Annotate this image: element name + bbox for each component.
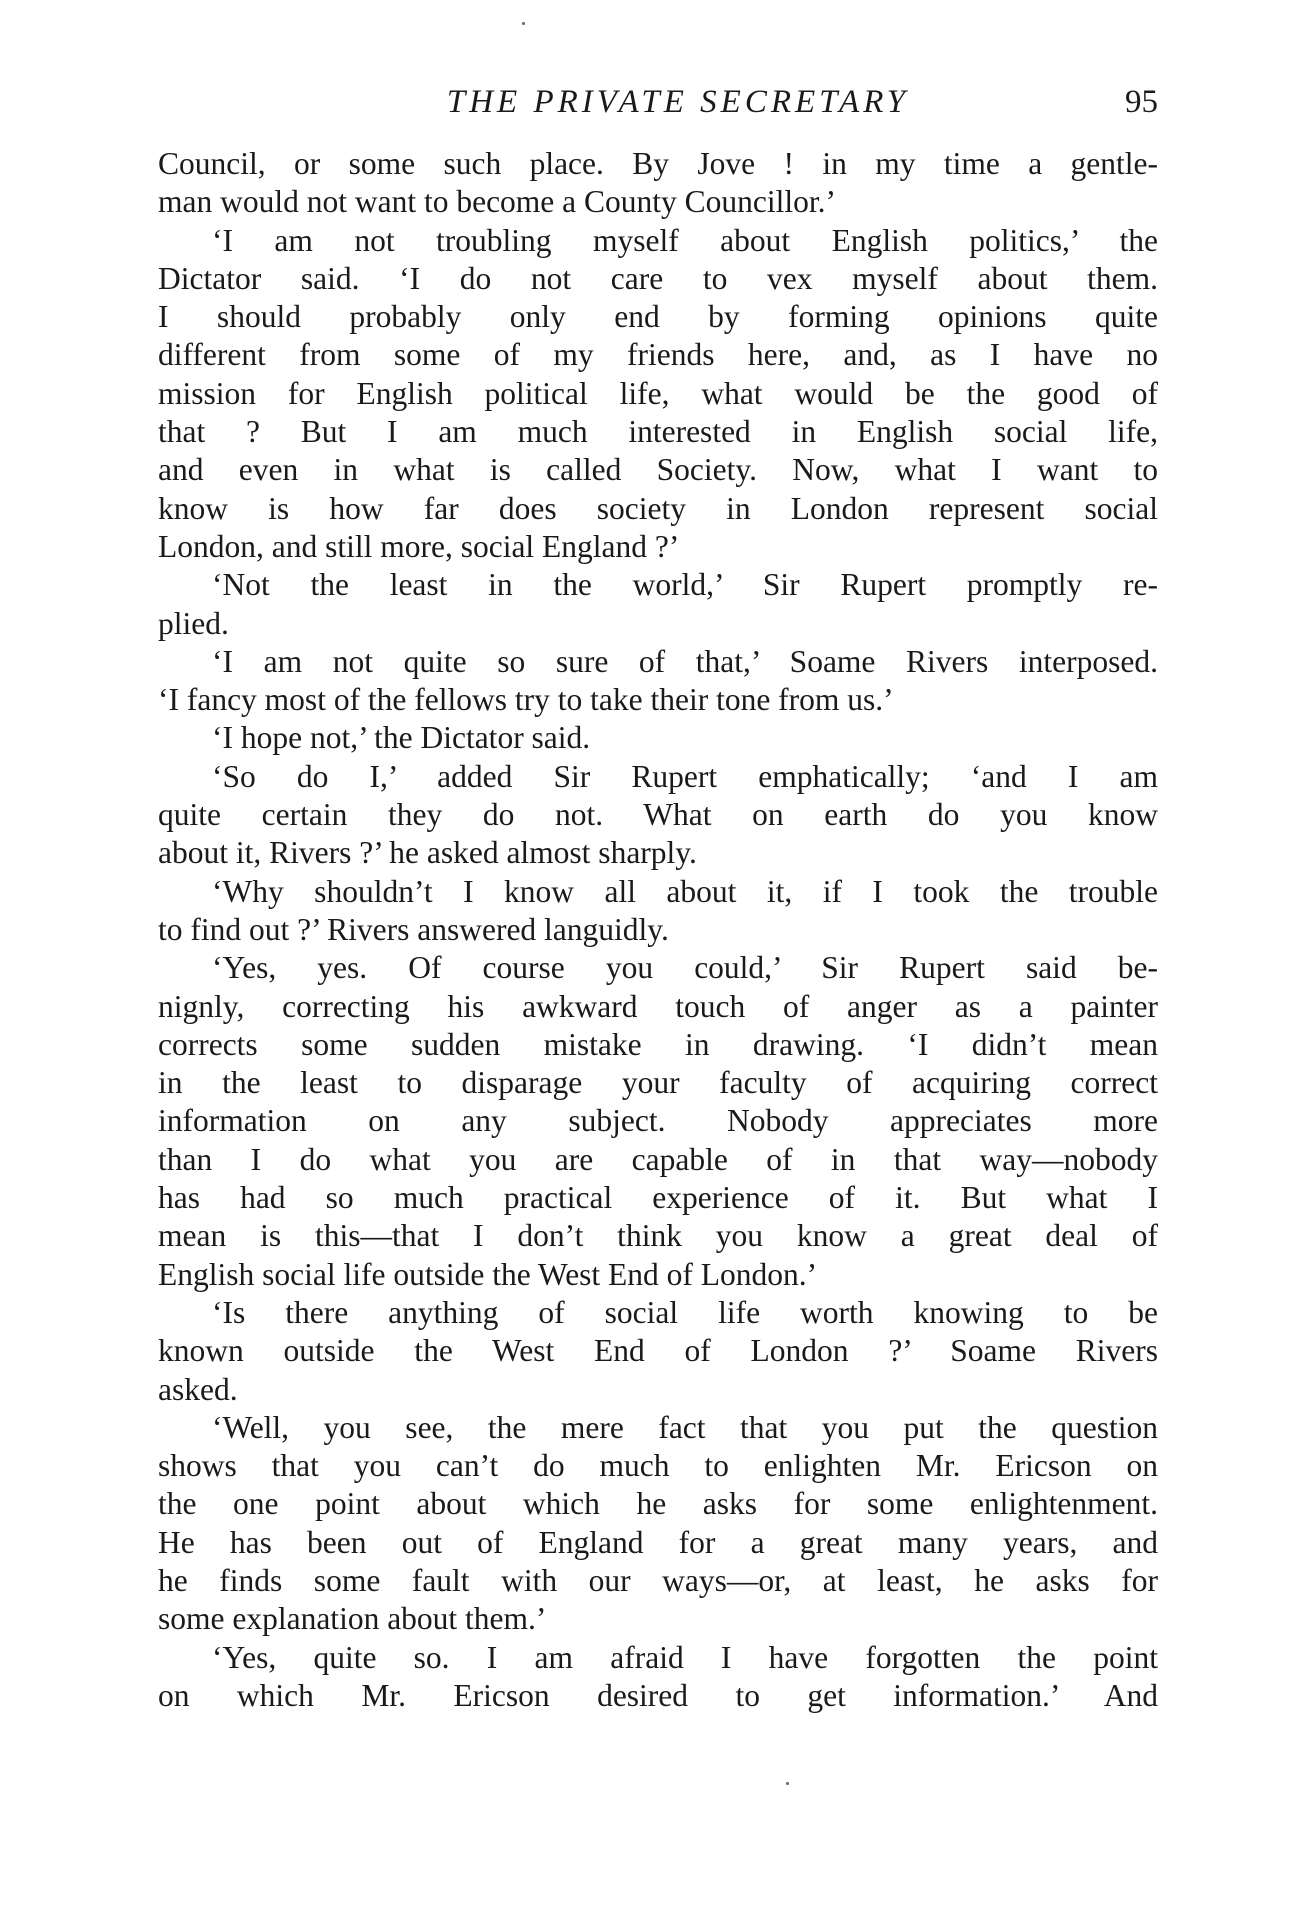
text-line: ‘I hope not,’ the Dictator said. [212,720,591,756]
text-line: shows that you can’t do much to enlighten Mr. Ericson on [158,1448,1158,1484]
page-number: 95 [1125,84,1158,120]
text-line: ‘I am not troubling myself about English politics,’ the [212,222,1158,258]
text-line: ‘Well, you see, the mere fact that you put the question [212,1409,1158,1445]
text-line: I should probably only end by forming opinions quite [158,299,1158,335]
body-text [158,145,1158,1715]
text-line: ‘Yes, quite so. I am afraid I have forgotten the point [212,1639,1158,1675]
text-line: mean is this—that I don’t think you know a great deal of [158,1218,1158,1254]
text-line: in the least to disparage your faculty of acquiring correct [158,1065,1158,1101]
text-line: the one point about which he asks for some enlightenment. [158,1486,1158,1522]
running-head [158,84,1158,124]
text-line: ‘I fancy most of the fellows try to take their tone from us.’ [158,682,894,718]
text-line: corrects some sudden mistake in drawing. ‘I didn’t mean [158,1026,1158,1062]
text-line: ‘Is there anything of social life worth knowing to be [212,1294,1158,1330]
text-line: and even in what is called Society. Now, what I want to [158,452,1158,488]
text-line: ‘Yes, yes. Of course you could,’ Sir Rupert said be- [212,950,1158,986]
text-line: ‘I am not quite so sure of that,’ Soame Rivers interposed. [212,643,1158,679]
text-line: know is how far does society in London represent social [158,490,1158,526]
text-line: plied. [158,605,229,641]
text-line: asked. [158,1371,238,1407]
text-line: to find out ?’ Rivers answered languidly. [158,911,669,947]
text-line: than I do what you are capable of in that way—nobody [158,1141,1158,1177]
text-line: that ? But I am much interested in English social life, [158,414,1158,450]
text-line: London, and still more, social England ?’ [158,528,680,564]
text-line: He has been out of England for a great many years, and [158,1524,1158,1560]
text-line: different from some of my friends here, and, as I have no [158,337,1158,373]
text-line: quite certain they do not. What on earth do you know [158,797,1158,833]
text-line: some explanation about them.’ [158,1601,547,1637]
text-line: ‘Not the least in the world,’ Sir Rupert promptly re- [212,567,1158,603]
text-line: Dictator said. ‘I do not care to vex myself about them. [158,260,1158,296]
text-line: known outside the West End of London ?’ Soame Rivers [158,1333,1158,1369]
text-line: English social life outside the West End of London.’ [158,1256,818,1292]
text-line: about it, Rivers ?’ he asked almost sharply. [158,835,697,871]
running-title: THE PRIVATE SECRETARY [446,84,910,120]
text-line: ‘So do I,’ added Sir Rupert emphatically; ‘and I am [212,758,1158,794]
ink-speck [786,1782,789,1785]
text-line: ‘Why shouldn’t I know all about it, if I took the trouble [212,873,1158,909]
text-line: on which Mr. Ericson desired to get information.’ And [158,1677,1158,1713]
text-line: has had so much practical experience of it. But what I [158,1180,1158,1216]
text-line: he finds some fault with our ways—or, at least, he asks for [158,1562,1158,1598]
ink-speck [522,22,525,25]
text-line: man would not want to become a County Councillor.’ [158,184,837,220]
text-line: Council, or some such place. By Jove ! in my time a gentle- [158,146,1158,181]
text-line: nignly, correcting his awkward touch of anger as a painter [158,988,1158,1024]
text-line: mission for English political life, what would be the good of [158,375,1158,411]
text-line: information on any subject. Nobody appreciates more [158,1103,1158,1139]
